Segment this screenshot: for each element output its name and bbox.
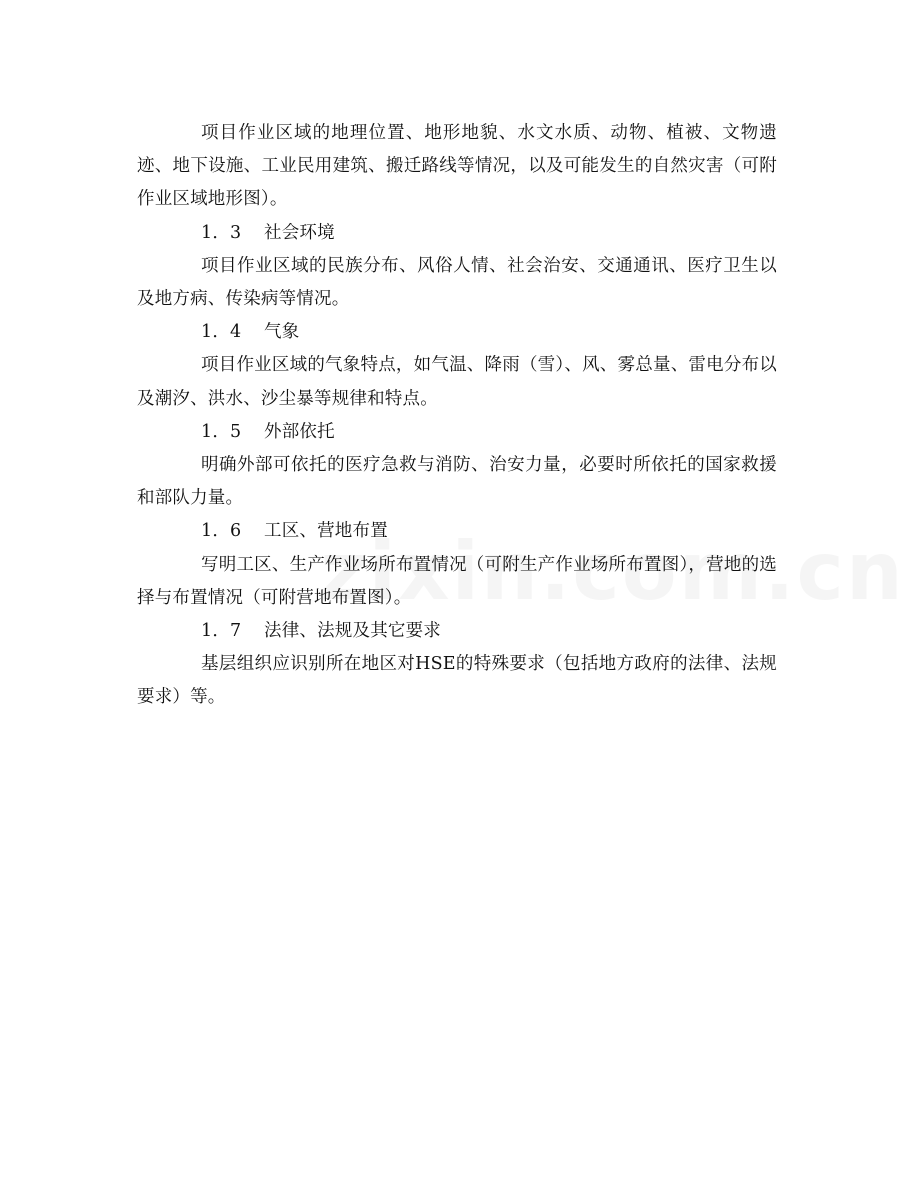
section-title: 外部依托	[264, 421, 335, 442]
paragraph-geography: 项目作业区域的地理位置、地形地貌、水文水质、动物、植被、文物遗迹、地下设施、工业民用建筑、搬迁路线等情况，以及可能发生的自然灾害（可附作业区域地形图）。	[137, 123, 777, 210]
section-number: 1．3	[201, 222, 242, 243]
section-heading-1-5	[137, 416, 777, 449]
paragraph-social-environment: 项目作业区域的民族分布、风俗人情、社会治安、交通通讯、医疗卫生以及地方病、传染病等情况。	[137, 255, 777, 310]
section-heading-1-3	[137, 217, 777, 250]
paragraph-weather: 项目作业区域的气象特点，如气温、降雨（雪）、风、雾总量、雷电分布以及潮汐、洪水、沙尘暴等规律和特点。	[137, 355, 777, 409]
paragraph-external-support: 明确外部可依托的医疗急救与消防、治安力量，必要时所依托的国家救援和部队力量。	[137, 455, 777, 509]
paragraph-legal-requirements: 基层组织应识别所在地区对HSE的特殊要求（包括地方政府的法律、法规要求）等。	[137, 654, 777, 708]
section-title: 气象	[264, 322, 300, 343]
section-heading-1-6	[137, 515, 777, 548]
section-title: 工区、营地布置	[264, 521, 388, 542]
section-number: 1．7	[201, 621, 242, 642]
section-number: 1．4	[201, 322, 242, 343]
section-number: 1．6	[201, 521, 242, 542]
section-heading-1-4	[137, 316, 777, 349]
document-body	[137, 117, 777, 715]
section-title: 社会环境	[264, 222, 335, 243]
section-number: 1．5	[201, 421, 242, 442]
section-title: 法律、法规及其它要求	[264, 621, 441, 642]
paragraph-site-layout: 写明工区、生产作业场所布置情况（可附生产作业场所布置图），营地的选择与布置情况（可附营地布置图）。	[137, 554, 777, 608]
section-heading-1-7	[137, 615, 777, 648]
